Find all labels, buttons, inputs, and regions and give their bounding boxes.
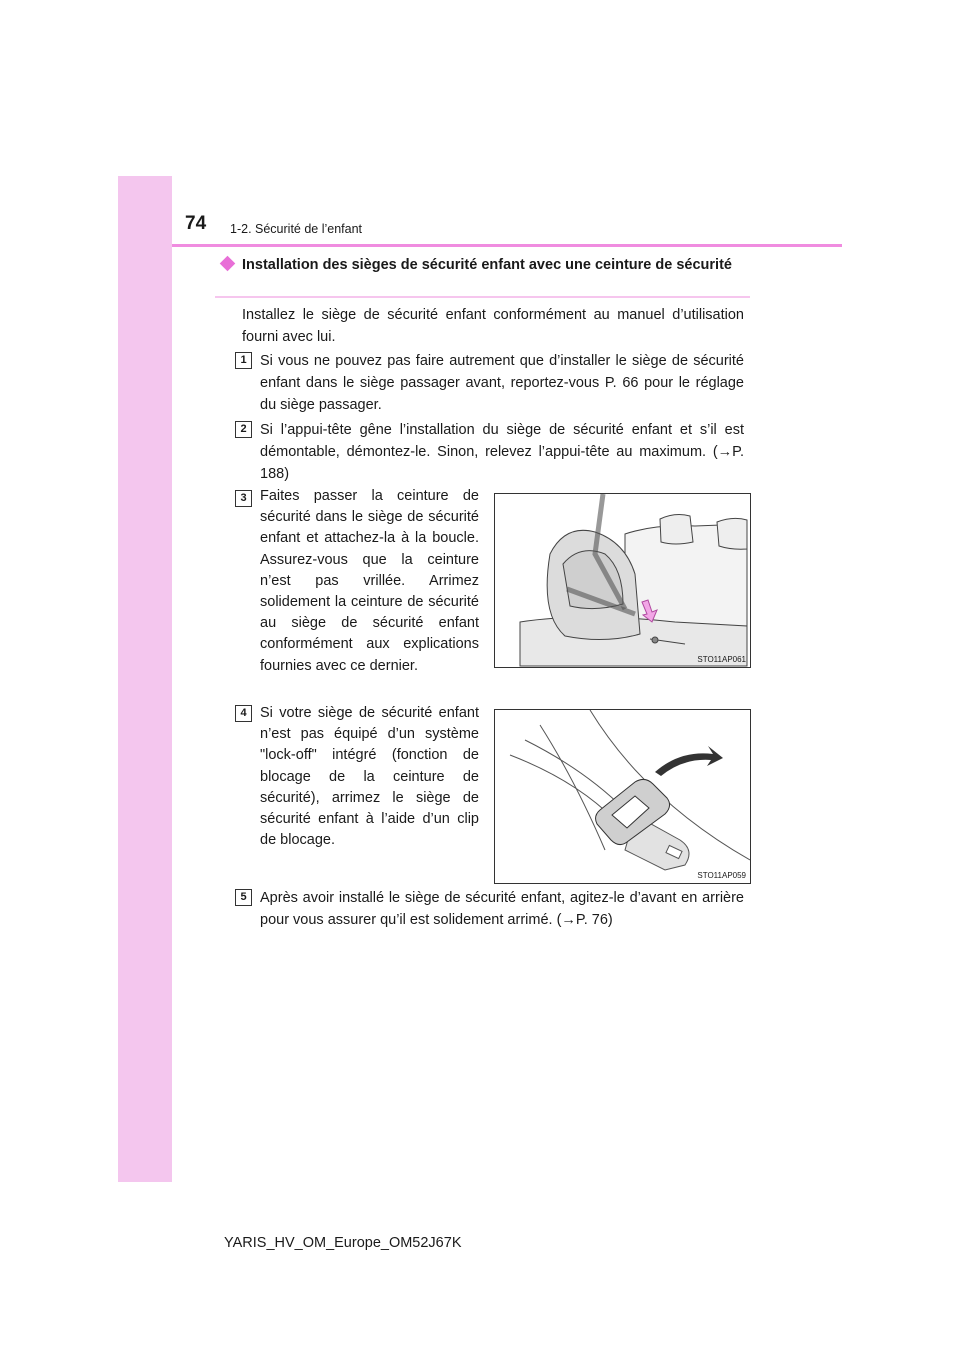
step-number-1: 1: [235, 352, 252, 369]
step-number-2: 2: [235, 421, 252, 438]
footer-doc-id: YARIS_HV_OM_Europe_OM52J67K: [224, 1235, 462, 1251]
figure-code: STO11AP059: [697, 871, 746, 880]
child-seat-illustration: [494, 493, 751, 668]
step-number-4: 4: [235, 705, 252, 722]
step-4-text: Si votre siège de sécurité enfant n’est pas équipé d’un système "lock-off" intégré (fonction de blocage de la ceinture de sécurité), arrimez le siège de sécurité enfant à l’aide d’un clip de blocage.: [260, 705, 479, 849]
step-3-text: Faites passer la ceinture de sécurité dans le siège de sécurité enfant et attachez-la à la boucle. Assurez-vous que la ceinture n’est pas vrillée. Arrimez solidement la ceinture de sécurité au siège de sécurité enfant conformément aux explications fournies avec ce dernier.: [260, 488, 479, 674]
section-title: 1-2. Sécurité de l’enfant: [230, 222, 363, 236]
locking-clip-drawing: [495, 710, 750, 883]
locking-clip-illustration: [494, 709, 751, 884]
child-seat-drawing: [495, 494, 750, 667]
step-number-5: 5: [235, 889, 252, 906]
diamond-bullet-icon: [220, 256, 236, 272]
step-5-text: Après avoir installé le siège de sécurité enfant, agitez-le d’avant en arrière pour vous assurer qu’il est solidement arrimé. (→P. 76): [260, 890, 744, 928]
intro-paragraph: Installez le siège de sécurité enfant conformément au manuel d’utilisation fourni avec lui.: [242, 307, 744, 345]
header-rule: [172, 244, 842, 247]
subsection-heading: Installation des sièges de sécurité enfant avec une ceinture de sécurité: [242, 257, 732, 273]
page-number: 74: [185, 213, 207, 234]
figure-code: STO11AP061: [697, 655, 746, 664]
step-2-text: Si l’appui-tête gêne l’installation du siège de sécurité enfant et s’il est démontable, démontez-le. Sinon, relevez l’appui-tête au maximum. (→P. 188): [260, 422, 744, 482]
step-1-text: Si vous ne pouvez pas faire autrement que d’installer le siège de sécurité enfant dans le siège passager avant, reportez-vous P. 66 pour le réglage du siège passager.: [260, 353, 744, 413]
heading-underline: [215, 296, 750, 298]
step-number-3: 3: [235, 490, 252, 507]
side-tab: [118, 176, 172, 1182]
